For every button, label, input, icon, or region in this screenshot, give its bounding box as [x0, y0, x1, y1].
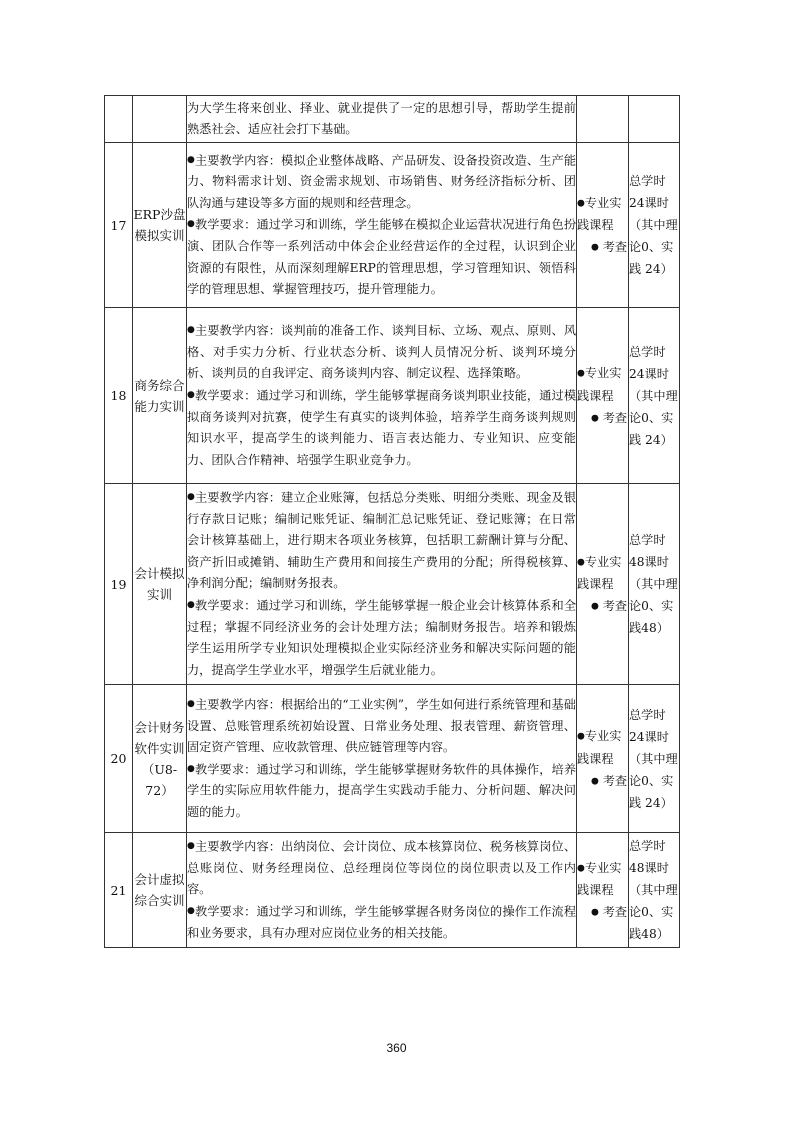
content-main: ●主要教学内容：建立企业账簿，包括总分类账、明细分类账、现金及银行存款日记账；编制记账凭证、编制汇总记账凭证、登记账簿；在日常会计核算基础上，进行期末各项业务核算，包括职工薪酬计算与分配、资产折旧或摊销、辅助生产费用和间接生产费用的分配；所得税核算、净利润分配；编制财务报表。 [187, 490, 577, 591]
bullet-icon: ● [577, 198, 585, 208]
bullet-icon: ● [187, 698, 195, 709]
course-hours: 总学时24课时（其中理论0、实践 24） [629, 685, 680, 833]
assessment-label: 考查 [602, 773, 628, 788]
course-content [187, 484, 577, 685]
content-main: ●主要教学内容：根据给出的“工业实例”，学生如何进行系统管理和基础设置、总账管理系统初始设置、日常业务处理、报表管理、薪资管理、固定资产管理、应收款管理、供应链管理等内容。 [187, 697, 576, 754]
bullet-icon: ● [187, 492, 195, 502]
course-name: 会计模拟实训 [133, 484, 187, 685]
table-row-continuation [105, 96, 680, 143]
row-number: 19 [105, 484, 133, 685]
cell-content [187, 96, 577, 143]
row-number: 17 [105, 143, 133, 308]
course-name: ERP沙盘模拟实训 [133, 143, 187, 308]
content-requirement: ●教学要求：通过学习和训练，学生能够掌握财务软件的具体操作，培养学生的实际应用软件能力，提高学生实践动手能力、分析问题、解决问题的能力。 [187, 761, 577, 819]
course-type [577, 308, 629, 484]
row-number: 20 [105, 685, 133, 833]
assessment-label: 考查 [602, 240, 628, 254]
type-label: 专业实践课程 [577, 366, 622, 403]
bullet-icon: ● [187, 154, 195, 165]
course-table [104, 95, 680, 948]
table-row [105, 833, 680, 948]
bullet-icon: ● [187, 599, 195, 610]
bullet-icon: ● [187, 905, 195, 916]
bullet-icon: ● [187, 389, 195, 400]
course-type [577, 484, 629, 685]
assessment-label: 考查 [602, 410, 628, 425]
assessment-label: 考查 [602, 599, 628, 613]
continuation-text: 为大学生将来创业、择业、就业提供了一定的思想引导，帮助学生提前熟悉社会、适应社会打下基础。 [187, 100, 576, 136]
type-label: 专业实践课程 [577, 729, 622, 766]
type-label: 专业实践课程 [577, 860, 622, 897]
row-number: 21 [105, 833, 133, 948]
course-name: 会计虚拟综合实训 [133, 833, 187, 948]
type-label: 专业实践课程 [577, 554, 622, 591]
course-content [187, 685, 577, 833]
bullet-icon: ● [591, 601, 599, 612]
course-hours: 总学时48课时（其中理论0、实践48） [629, 484, 680, 685]
row-number: 18 [105, 308, 133, 484]
course-name: 商务综合能力实训 [133, 308, 187, 484]
course-hours: 总学时24课时（其中理论0、实践 24） [629, 308, 680, 484]
course-type [577, 833, 629, 948]
content-requirement: ●教学要求：通过学习和训练，学生能够掌握一般企业会计核算体系和全过程；掌握不同经济业务的会计处理方法；编制财务报告。培养和锻炼学生运用所学专业知识处理模拟企业实际经济业务和解决实际问题的能力，提高学生学业水平，增强学生后就业能力。 [187, 598, 577, 677]
assessment-label: 考查 [602, 905, 628, 919]
bullet-icon: ● [577, 731, 585, 742]
cell-num [105, 96, 133, 143]
content-main: ●主要教学内容：模拟企业整体战略、产品研发、设备投资改造、生产能力、物料需求计划、资金需求规划、市场销售、财务经济指标分析、团队沟通与建设等多方面的规则和经营理念。 [187, 152, 577, 210]
bullet-icon: ● [577, 368, 585, 379]
content-main: ●主要教学内容：谈判前的准备工作、谈判目标、立场、观点、原则、风格、对手实力分析、行业状态分析、谈判人员情况分析、谈判环境分析、谈判员的自我评定、商务谈判内容、制定议程、选择策略。 [187, 323, 577, 381]
bullet-icon: ● [187, 325, 195, 335]
content-requirement: ●教学要求：通过学习和训练，学生能够掌握商务谈判职业技能，通过模拟商务谈判对抗赛，使学生有真实的谈判体验，培养学生商务谈判规则知识水平，提高学生的谈判能力、语言表达能力、专业知识、应变能力、团队合作精神、培强学生职业竞争力。 [187, 388, 577, 467]
content-main: ●主要教学内容：出纳岗位、会计岗位、成本核算岗位、税务核算岗位、总账岗位、财务经理岗位、总经理岗位等岗位的岗位职责以及工作内容。 [187, 839, 577, 897]
bullet-icon: ● [591, 776, 599, 786]
page-number: 360 [386, 1041, 407, 1055]
bullet-icon: ● [577, 557, 585, 567]
bullet-icon: ● [591, 907, 599, 918]
type-label: 专业实践课程 [577, 195, 622, 232]
course-name: 会计财务软件实训（U8-72） [133, 685, 187, 833]
bullet-icon: ● [591, 242, 599, 253]
bullet-icon: ● [577, 863, 585, 873]
table-row [105, 484, 680, 685]
content-requirement: ●教学要求：通过学习和训练，学生能够在模拟企业运营状况进行角色扮演、团队合作等一系列活动中体会企业经营运作的全过程，认识到企业资源的有限性，从而深刻理解ERP的管理思想，学习管理知识、领悟科学的管理思想、掌握管理技巧，提升管理能力。 [187, 217, 577, 296]
cell-hours [629, 96, 680, 143]
course-hours: 总学时48课时（其中理论0、实践48） [629, 833, 680, 948]
table-row [105, 143, 680, 308]
bullet-icon: ● [187, 763, 195, 774]
content-requirement: ●教学要求：通过学习和训练，学生能够掌握各财务岗位的操作工作流程和业务要求，具有办理对应岗位业务的相关技能。 [187, 904, 577, 940]
bullet-icon: ● [187, 219, 195, 230]
course-hours: 总学时24课时（其中理论0、实践 24） [629, 143, 680, 308]
cell-type [577, 96, 629, 143]
course-type [577, 685, 629, 833]
course-type [577, 143, 629, 308]
table-row [105, 685, 680, 833]
bullet-icon: ● [187, 841, 195, 851]
table-row [105, 308, 680, 484]
cell-name [133, 96, 187, 143]
bullet-icon: ● [591, 413, 599, 423]
course-content [187, 308, 577, 484]
course-content [187, 143, 577, 308]
course-content [187, 833, 577, 948]
